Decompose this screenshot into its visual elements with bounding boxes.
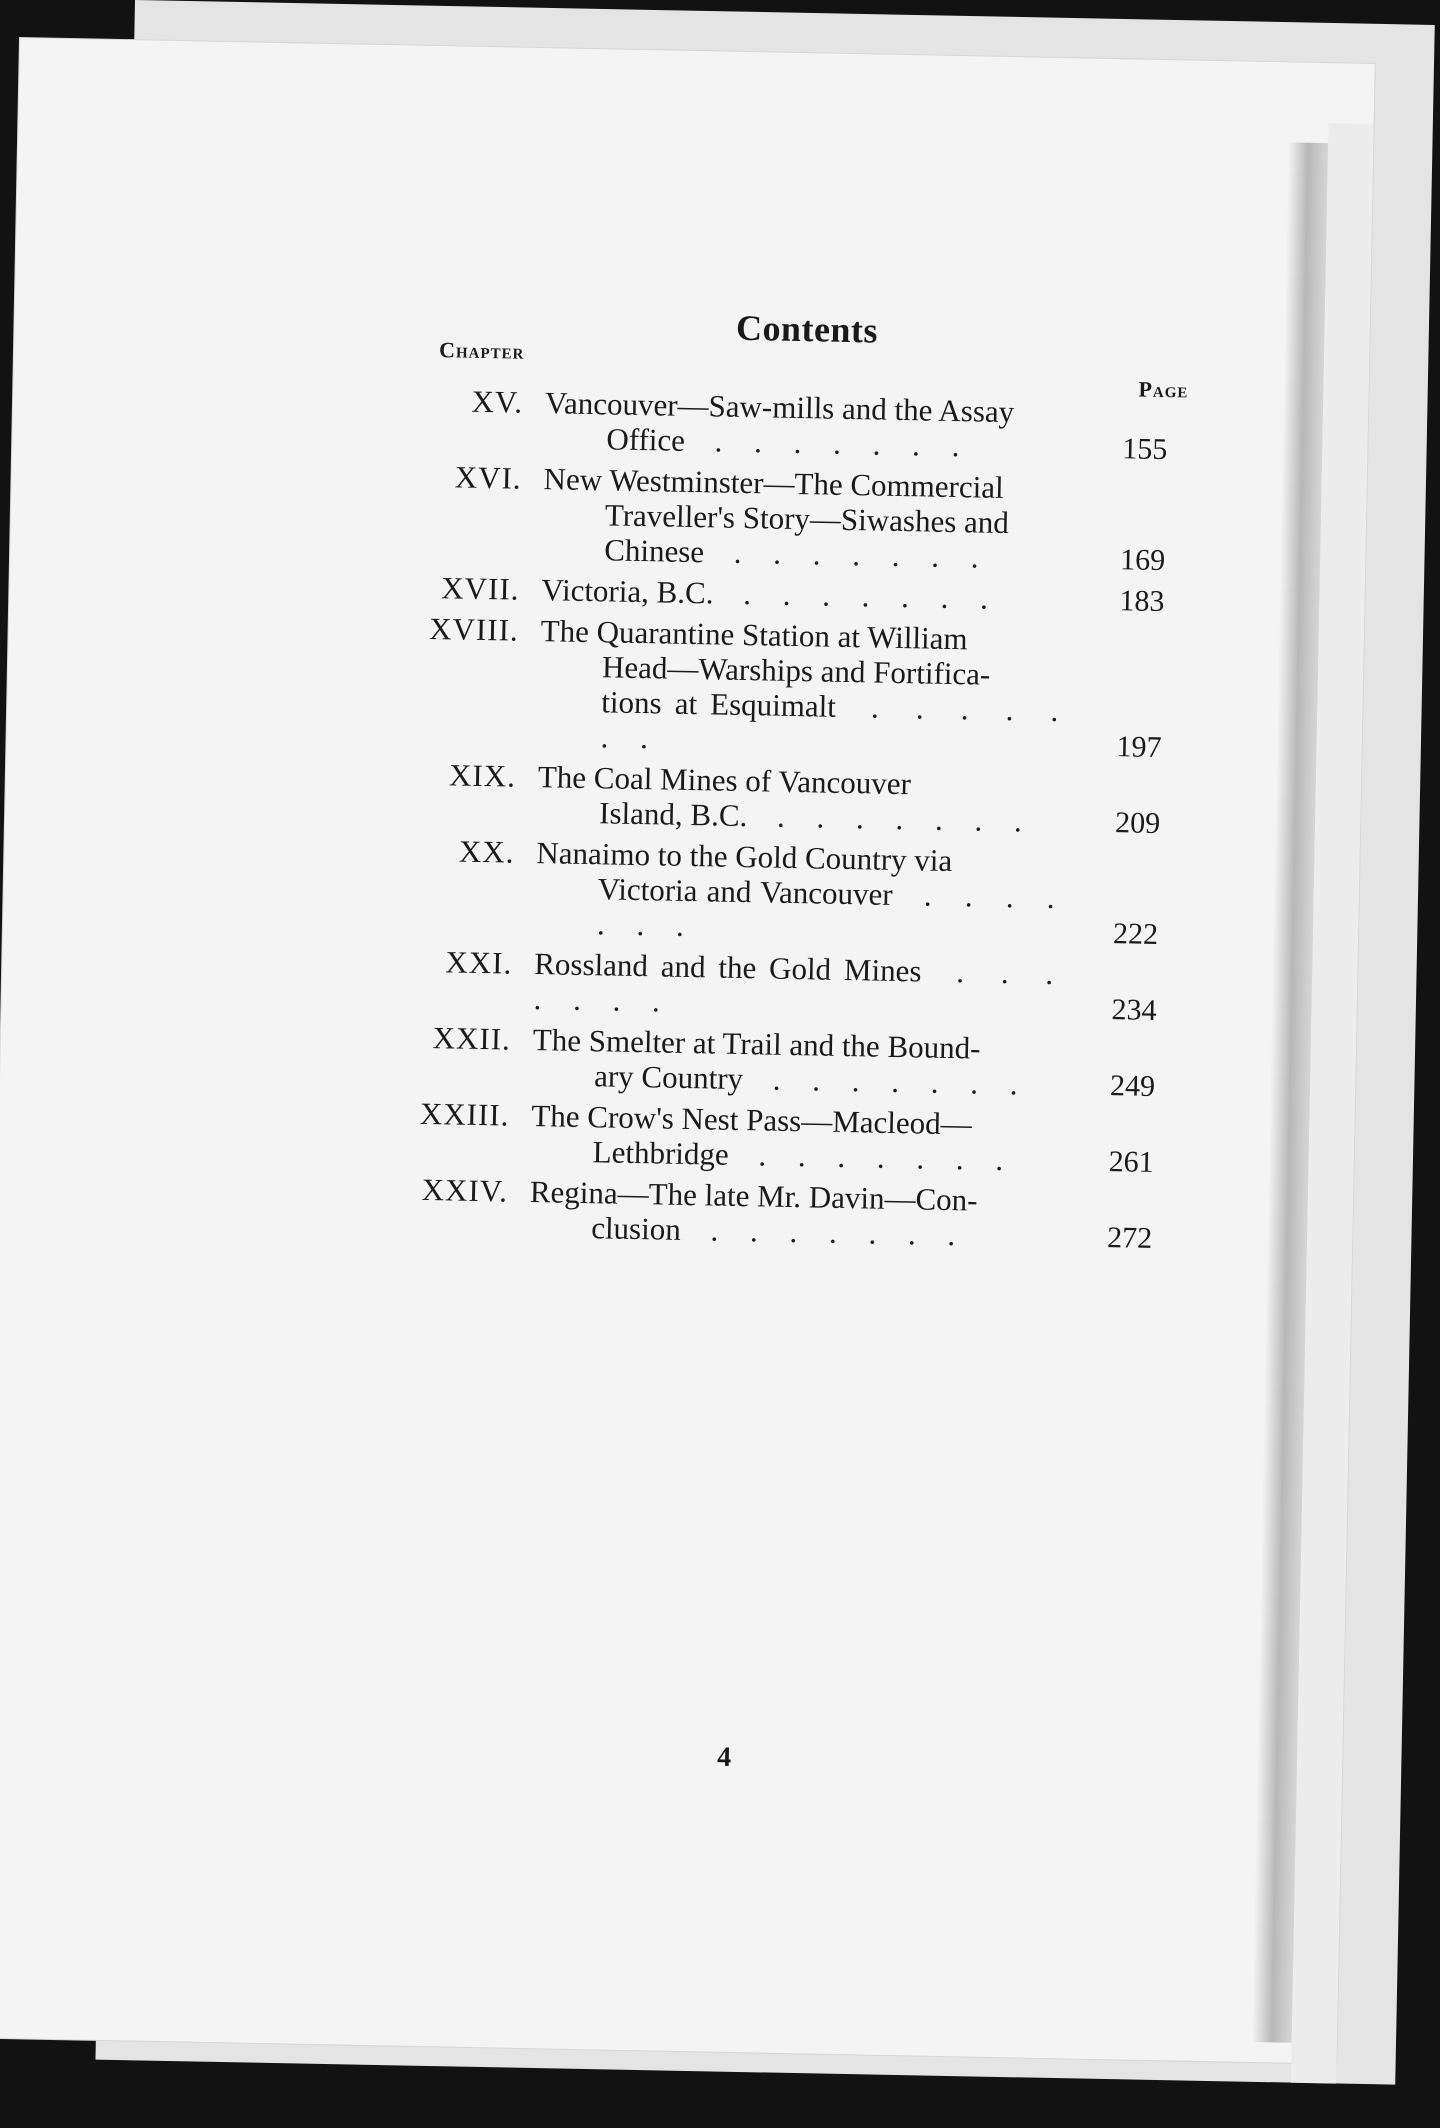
leader-dots: . . . . . . . <box>738 1137 1016 1178</box>
chapter-title-text: New Westminster—The Commercial <box>543 461 1004 505</box>
contents-entry <box>395 1019 1156 1104</box>
chapter-title-text: tions at Esquimalt <box>601 684 837 724</box>
page-number: 4 <box>716 1741 732 1773</box>
leader-dots: . . . . . . . <box>596 877 1068 944</box>
chapter-title-text: Island, B.C. <box>598 795 748 834</box>
chapter-title <box>541 572 1073 617</box>
page-column-header: Page <box>1138 376 1189 403</box>
chapter-column-header: Chapter <box>438 337 525 364</box>
chapter-title-line <box>538 683 1070 763</box>
chapter-number: XVIII. <box>428 610 520 648</box>
chapter-number: XIX. <box>448 757 517 794</box>
chapter-title <box>542 461 1075 576</box>
chapter-title-text: Lethbridge <box>592 1134 730 1172</box>
contents-entry <box>404 569 1165 619</box>
leader-dots: . . . . . . . <box>533 953 1066 1019</box>
chapter-page-number: 234 <box>1111 993 1157 1027</box>
chapter-title-text: clusion <box>590 1210 682 1247</box>
contents-entry <box>405 459 1167 579</box>
chapter-title <box>532 1022 1064 1102</box>
chapter-title-line <box>533 946 1065 1026</box>
chapter-title-text: Nanaimo to the Gold Country via <box>536 835 953 879</box>
contents-entry <box>400 756 1161 841</box>
chapter-page-number: 272 <box>1106 1221 1153 1255</box>
chapter-title-text: Head—Warships and Fortifica- <box>601 649 991 692</box>
chapter-title <box>538 613 1072 763</box>
leader-dots: . . . . . . . <box>690 1212 968 1253</box>
chapter-number: XVI. <box>454 459 522 496</box>
chapter-title-text: The Coal Mines of Vancouver <box>537 759 912 802</box>
chapter-number: XX. <box>458 833 515 870</box>
leader-dots: . . . . . . . <box>600 688 1071 756</box>
contents-entry <box>398 832 1160 952</box>
chapter-title <box>530 1098 1062 1178</box>
contents-entry <box>401 610 1164 765</box>
chapter-title-text: Victoria and Vancouver <box>597 871 894 912</box>
book-page <box>0 38 1375 2064</box>
chapter-title <box>537 759 1069 839</box>
chapter-number: XXIII. <box>419 1095 510 1133</box>
leader-dots: . . . . . . . <box>713 534 991 575</box>
chapter-title-text: The Smelter at Trail and the Bound- <box>532 1022 981 1066</box>
chapter-title <box>544 385 1076 465</box>
leader-dots: . . . . . . . <box>756 798 1035 839</box>
chapter-title-text: Victoria, B.C. <box>541 572 714 611</box>
chapter-number: XXII. <box>432 1020 512 1057</box>
chapter-title <box>529 1174 1061 1254</box>
chapter-page-number: 209 <box>1114 806 1161 841</box>
leader-dots: . . . . . . . <box>752 1061 1030 1102</box>
leader-dots: . . . . . . . <box>723 575 1001 616</box>
chapter-number: XXI. <box>445 944 513 981</box>
chapter-page-number: 261 <box>1108 1145 1154 1179</box>
page-title: Contents <box>735 307 879 351</box>
chapter-title <box>535 835 1068 950</box>
chapter-number: XV. <box>471 383 524 420</box>
leader-dots: . . . . . . . <box>694 423 972 464</box>
chapter-title-text: Vancouver—Saw-mills and the Assay <box>544 385 1015 430</box>
chapter-page-number: 169 <box>1119 543 1166 578</box>
chapter-title <box>533 946 1065 1026</box>
chapter-title-line <box>541 572 1073 617</box>
chapter-title-text: ary Country <box>593 1058 744 1097</box>
chapter-page-number: 183 <box>1119 584 1165 619</box>
chapter-page-number: 222 <box>1112 917 1159 952</box>
contents-list <box>392 383 1168 1256</box>
contents-entry <box>392 1171 1153 1256</box>
contents-entry <box>407 383 1168 468</box>
chapter-number: XXIV. <box>421 1171 509 1209</box>
chapter-title-text: Chinese <box>603 532 705 570</box>
chapter-title-text: Rossland and the Gold Mines <box>533 946 922 989</box>
chapter-title-line <box>535 870 1067 950</box>
chapter-title-text: The Crow's Nest Pass—Macleod— <box>531 1098 973 1142</box>
chapter-number: XVII. <box>441 570 520 607</box>
chapter-title-text: Traveller's Story—Siwashes and <box>604 497 1010 541</box>
contents-entry <box>396 943 1157 1028</box>
chapter-page-number: 155 <box>1122 432 1168 467</box>
chapter-title-text: Regina—The late Mr. Davin—Con- <box>529 1174 978 1218</box>
chapter-title-text: Office <box>606 421 686 458</box>
contents-entry <box>393 1095 1154 1180</box>
chapter-title-text: The Quarantine Station at William <box>540 613 968 657</box>
contents-block <box>392 301 1189 1262</box>
chapter-page-number: 249 <box>1109 1069 1156 1103</box>
chapter-page-number: 197 <box>1116 730 1162 765</box>
